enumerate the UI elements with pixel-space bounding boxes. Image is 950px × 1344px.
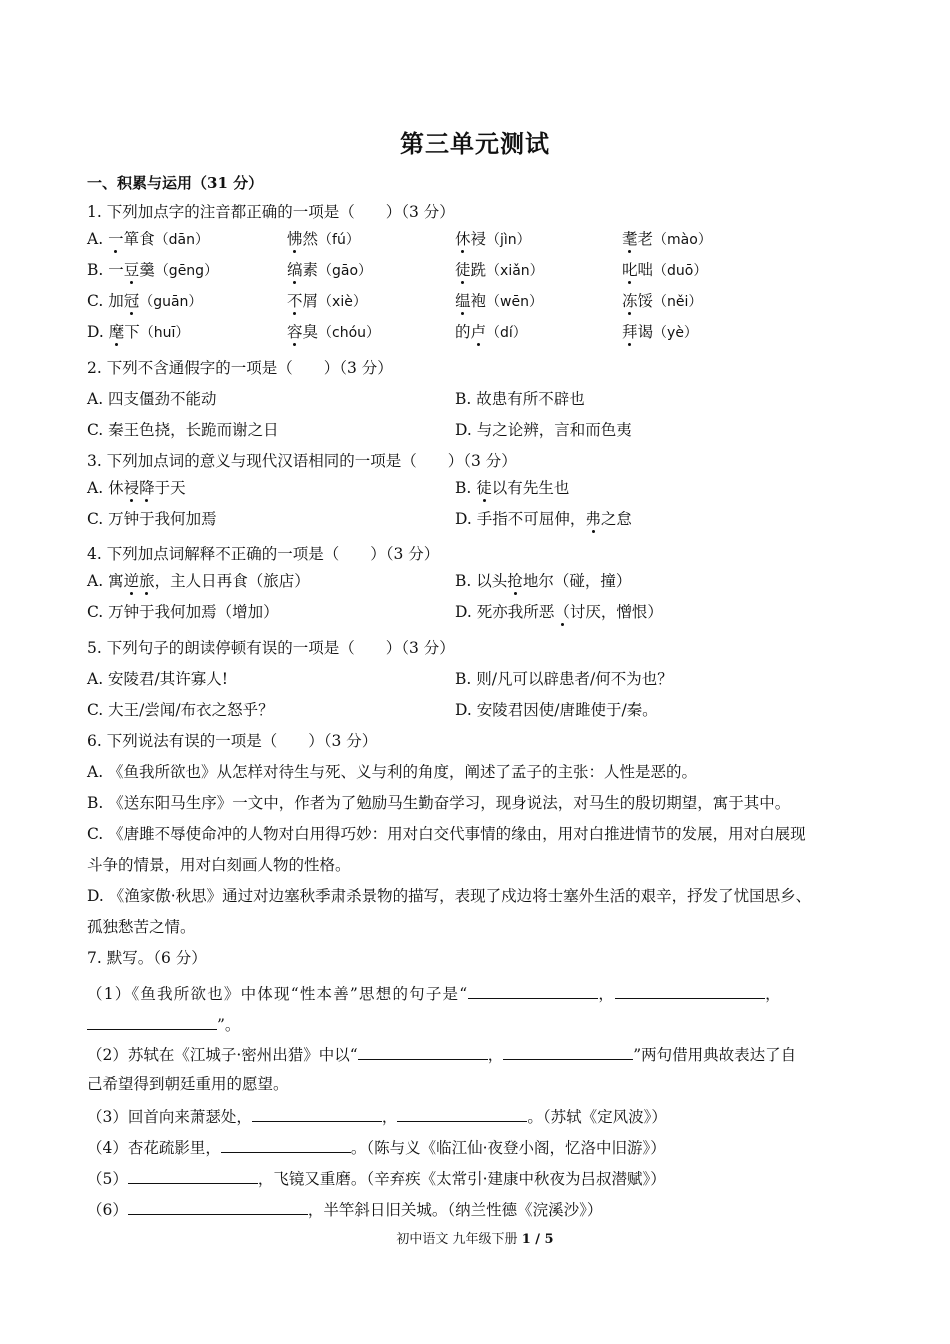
- question-2-stem: 2. 下列不含通假字的一项是（ ）（3 分）: [87, 359, 393, 377]
- q7-item-4: [87, 1136, 666, 1158]
- q3-option-c: C. 万钟于我何加焉: [87, 510, 217, 528]
- q1-word: 的卢: [455, 323, 487, 341]
- answer-blank[interactable]: [468, 982, 598, 999]
- q1-pinyin: （gāo）: [318, 263, 373, 279]
- q6-option-d-continued: 孤独愁苦之情。: [87, 918, 196, 936]
- option-text: A. 休祲降于天: [87, 479, 186, 497]
- q1-word: 休祲: [455, 230, 487, 248]
- item-text: （2）苏轼在《江城子·密州出猎》中以“: [87, 1046, 358, 1064]
- footer-text: 初中语文 九年级下册: [396, 1232, 522, 1247]
- q1-word: A. 一箪食: [87, 230, 155, 248]
- q7-item-1-continued: [87, 1013, 240, 1035]
- q3-option-b: [455, 478, 569, 498]
- answer-blank[interactable]: [128, 1198, 308, 1215]
- q1-pinyin: （dān）: [154, 232, 209, 248]
- answer-blank[interactable]: [358, 1043, 488, 1060]
- item-text: （1）《鱼我所欲也》中体现“性本善”思想的句子是“: [87, 985, 469, 1003]
- q6-option-c-continued: 斗争的情景，用对白刻画人物的性格。: [87, 856, 351, 874]
- q1-option-cell: [87, 291, 202, 312]
- q1-option-cell: [455, 322, 527, 343]
- q1-pinyin: （chóu）: [318, 325, 381, 341]
- page-footer: [0, 1228, 950, 1247]
- q1-pinyin: （xiǎn）: [486, 263, 544, 279]
- item-text: ”两句借用典故表达了自: [633, 1046, 797, 1064]
- q7-item-5: [87, 1167, 666, 1189]
- item-text: （3）回首向来萧瑟处，: [87, 1108, 252, 1126]
- section-heading: 一、积累与运用（31 分）: [87, 174, 264, 192]
- q1-word: 怫然: [287, 230, 319, 248]
- q7-item-1: （1）《鱼我所欲也》中体现“性本善”思想的句子是“ ， ，: [87, 982, 782, 1004]
- q7-item-6: [87, 1198, 602, 1220]
- q2-option-c: C. 秦王色挠，长跪而谢之日: [87, 421, 279, 439]
- q1-word: 叱咄: [622, 261, 654, 279]
- q1-pinyin: （xiè）: [318, 294, 367, 310]
- page-title: 第三单元测试: [400, 129, 550, 158]
- item-text: 。（陈与义《临江仙·夜登小阁，忆洛中旧游》）: [350, 1139, 666, 1157]
- item-text: ”。: [217, 1016, 241, 1034]
- q1-option-cell: [622, 229, 712, 250]
- q1-pinyin: （něi）: [653, 294, 703, 310]
- option-text: D. 死亦我所恶（讨厌，憎恨）: [455, 603, 663, 621]
- q1-option-cell: [455, 229, 531, 250]
- answer-blank[interactable]: [221, 1136, 351, 1153]
- q5-option-c: C. 大王/尝闻/布衣之怒乎？: [87, 701, 274, 719]
- question-3-stem: 3. 下列加点词的意义与现代汉语相同的一项是（ ）（3 分）: [87, 452, 517, 470]
- q4-option-b: [455, 571, 631, 591]
- answer-blank[interactable]: [252, 1105, 382, 1122]
- question-5-stem: 5. 下列句子的朗读停顿有误的一项是（ ）（3 分）: [87, 639, 455, 657]
- item-text: （4）杏花疏影里，: [87, 1139, 221, 1157]
- q1-word: 容臭: [287, 323, 319, 341]
- q6-option-c: C. 《唐雎不辱使命冲的人物对白用得巧妙：用对白交代事情的缘由，用对白推进情节的发展，用对白展现: [87, 825, 806, 843]
- q1-word: C. 加冠: [87, 292, 140, 310]
- option-text: A. 寓逆旅，主人日再食（旅店）: [87, 572, 310, 590]
- q1-word: 耄老: [622, 230, 654, 248]
- q1-pinyin: （gēng）: [154, 263, 219, 279]
- q1-word: 不屑: [287, 292, 319, 310]
- q2-option-a: A. 四支僵劲不能动: [87, 390, 217, 408]
- q1-option-cell: [87, 322, 189, 343]
- q5-option-b: B. 则/凡可以辟患者/何不为也？: [455, 670, 673, 688]
- q1-option-cell: [287, 260, 372, 281]
- q1-option-cell: [287, 229, 360, 250]
- q7-item-2-continued: 己希望得到朝廷重用的愿望。: [87, 1075, 289, 1093]
- question-7-stem: 7. 默写。（6 分）: [87, 949, 207, 967]
- answer-blank[interactable]: [615, 982, 765, 999]
- answer-blank[interactable]: [87, 1013, 217, 1030]
- q1-pinyin: （duō）: [653, 263, 708, 279]
- option-text: B. 以头抢地尔（碰，撞）: [455, 572, 632, 590]
- q1-option-cell: [622, 322, 698, 343]
- q6-option-d: D. 《渔家傲·秋思》通过对边塞秋季肃杀景物的描写，表现了戍边将士塞外生活的艰辛，抒发了忧国思乡、: [87, 887, 812, 905]
- item-text: （5）: [87, 1170, 128, 1188]
- q1-option-cell: [287, 291, 367, 312]
- q1-pinyin: （huī）: [139, 325, 190, 341]
- q1-pinyin: （dí）: [486, 325, 527, 341]
- q5-option-d: D. 安陵君因使/唐雎使于/秦。: [455, 701, 658, 719]
- option-text: B. 徒以有先生也: [455, 479, 570, 497]
- option-text: D. 手指不可屈伸，弗之怠: [455, 510, 632, 528]
- q4-option-c: C. 万钟于我何加焉（增加）: [87, 603, 279, 621]
- q1-pinyin: （mào）: [653, 232, 712, 248]
- item-text: 。（苏轼《定风波》）: [527, 1108, 667, 1126]
- q1-word: 缊袍: [455, 292, 487, 310]
- q1-word: 拜谒: [622, 323, 654, 341]
- q1-word: 缟素: [287, 261, 319, 279]
- question-1-stem: 1. 下列加点字的注音都正确的一项是（ ）（3 分）: [87, 203, 455, 221]
- q2-option-d: D. 与之论辨，言和而色夷: [455, 421, 632, 439]
- q1-word: 冻馁: [622, 292, 654, 310]
- q4-option-d: [455, 602, 663, 622]
- q1-option-cell: [87, 229, 209, 250]
- answer-blank[interactable]: [397, 1105, 527, 1122]
- q3-option-a: [87, 478, 186, 498]
- q1-pinyin: （wēn）: [486, 294, 543, 310]
- q1-option-cell: [287, 322, 380, 343]
- question-4-stem: 4. 下列加点词解释不正确的一项是（ ）（3 分）: [87, 545, 440, 563]
- item-text: ，半竿斜日旧关城。（纳兰性德《浣溪沙》）: [307, 1201, 603, 1219]
- q5-option-a: A. 安陵君/其许寡人!: [87, 670, 228, 688]
- q4-option-a: [87, 571, 310, 591]
- q1-word: D. 麾下: [87, 323, 140, 341]
- q1-pinyin: （fú）: [318, 232, 360, 248]
- q6-option-a: A. 《鱼我所欲也》从怎样对待生与死、义与利的角度，阐述了孟子的主张：人性是恶的。: [87, 763, 698, 781]
- q1-option-cell: [622, 291, 702, 312]
- answer-blank[interactable]: [503, 1043, 633, 1060]
- item-text: ，飞镜又重磨。（辛弃疾《太常引·建康中秋夜为吕叔潜赋》）: [257, 1170, 666, 1188]
- q1-pinyin: （guān）: [139, 294, 203, 310]
- q1-option-cell: [455, 291, 543, 312]
- q1-pinyin: （yè）: [653, 325, 698, 341]
- q1-option-cell: [87, 260, 218, 281]
- q1-word: 徒跣: [455, 261, 487, 279]
- question-6-stem: 6. 下列说法有误的一项是（ ）（3 分）: [87, 732, 378, 750]
- q2-option-b: B. 故患有所不辟也: [455, 390, 585, 408]
- page-number: 1 / 5: [521, 1232, 554, 1247]
- q3-option-d: [455, 509, 632, 529]
- q1-pinyin: （jìn）: [486, 232, 531, 248]
- q6-option-b: B. 《送东阳马生序》一文中，作者为了勉励马生勤奋学习，现身说法，对马生的殷切期望，寓于其中。: [87, 794, 791, 812]
- answer-blank[interactable]: [128, 1167, 258, 1184]
- q7-item-3: （3）回首向来萧瑟处， ， 。（苏轼《定风波》）: [87, 1105, 667, 1127]
- item-text: （6）: [87, 1201, 128, 1219]
- q1-word: B. 一豆羹: [87, 261, 155, 279]
- q1-option-cell: [455, 260, 544, 281]
- q7-item-2: （2）苏轼在《江城子·密州出猎》中以“ ， ”两句借用典故表达了自: [87, 1043, 796, 1065]
- q1-option-cell: [622, 260, 707, 281]
